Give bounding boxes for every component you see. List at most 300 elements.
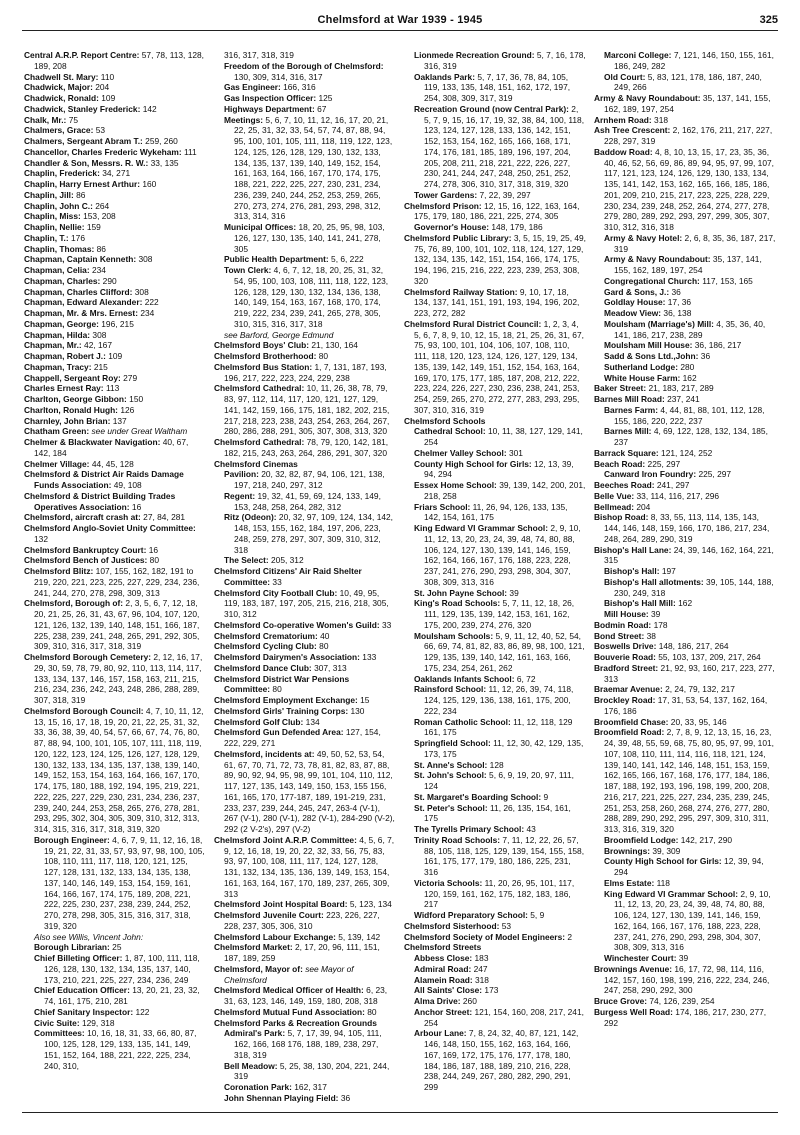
entry-heading: King Edward VI Grammar School:	[414, 523, 549, 533]
entry-page-refs: 308	[92, 329, 107, 340]
entry-heading: Chaplin, Harry Ernest Arthur:	[24, 179, 141, 189]
entry-page-refs: 316, 317, 318, 319	[224, 50, 294, 60]
entry-heading: Chapman, Charles Clifford:	[24, 286, 133, 297]
entry-heading: Moulsham Mill House:	[604, 340, 693, 351]
entry-heading: Brockley Road:	[594, 695, 656, 705]
entry-heading: Chief Sanitary Inspector:	[34, 1006, 134, 1017]
entry-heading: Governor's House:	[414, 222, 490, 232]
entry-page-refs: 174, 186, 217, 230, 277, 292	[604, 1006, 767, 1028]
entry-heading: Chapman, Tracy:	[24, 361, 92, 372]
index-subentry	[594, 609, 776, 620]
entry-heading: Chaplin, Jill:	[24, 189, 74, 200]
index-entry	[24, 340, 206, 351]
entry-page-refs: 11, 20, 26, 95, 101, 117, 120, 159, 161, 162, 175, 182, 183, 186, 217	[424, 877, 575, 910]
entry-heading: Chelmsford Schools	[404, 415, 486, 426]
entry-heading: Chelmsford Market:	[214, 942, 293, 953]
entry-page-refs: 130, 309, 314, 316, 317	[234, 71, 323, 82]
entry-page-refs: 39	[509, 587, 519, 598]
entry-page-refs: 57, 78, 113, 128, 189, 208	[34, 50, 204, 71]
entry-page-refs: 38	[646, 630, 656, 641]
index-subentry	[594, 233, 776, 255]
entry-heading: White House Farm:	[604, 372, 681, 383]
index-entry	[214, 964, 396, 986]
index-entry	[24, 104, 206, 115]
entry-page-refs: 42, 167	[84, 340, 112, 351]
index-subentry	[24, 1007, 206, 1018]
entry-page-refs: 308	[134, 286, 149, 297]
entry-page-refs: 3, 5, 15, 19, 25, 49, 75, 76, 89, 100, 101, 102, 118, 124, 127, 129, 132, 134, 135, 142, 151, 154, 166, 174, 175, 194, 196, 215, 216, 222, 223, 239, 253, 308, 320	[414, 232, 586, 286]
entry-page-refs: 301	[508, 447, 523, 458]
entry-heading: Chapman, Edward Alexander:	[24, 297, 143, 308]
entry-page-refs: 33	[381, 619, 392, 630]
index-entry	[24, 437, 206, 459]
entry-page-refs: 5, 6, 222	[331, 254, 364, 265]
entry-heading: Sutherland Lodge:	[604, 361, 678, 372]
entry-page-refs: 33	[272, 576, 282, 587]
entry-page-refs: 126	[120, 404, 135, 415]
entry-heading: Essex Home School:	[414, 480, 497, 490]
entry-page-refs: 12, 15, 16, 122, 163, 164, 175, 179, 180, 186, 221, 225, 274, 305	[414, 200, 580, 222]
entry-page-refs: 5, 7, 11, 12, 18, 26, 111, 129, 135, 139, 142, 153, 161, 162, 175, 200, 239, 274, 276, 320	[424, 598, 575, 630]
entry-page-refs: 80	[318, 351, 329, 361]
index-subentry	[404, 523, 586, 588]
entry-page-refs: 40, 67, 142, 184	[34, 437, 189, 458]
entry-heading: Chief Billeting Officer:	[34, 953, 123, 963]
entry-page-refs: 162	[682, 372, 697, 383]
index-subentry	[24, 932, 206, 943]
entry-page-refs: 4, 44, 81, 88, 101, 112, 128, 155, 186, 220, 222, 237	[614, 404, 765, 426]
entry-page-refs: 166, 316	[283, 82, 316, 93]
entry-page-refs: 20, 32, 82, 87, 94, 106, 121, 138, 197, 218, 240, 297, 312	[234, 469, 385, 490]
entry-page-refs: 307, 313	[314, 662, 347, 673]
entry-page-refs: 204	[95, 82, 110, 93]
index-entry	[24, 190, 206, 201]
index-entry	[594, 491, 776, 502]
entry-heading: Army & Navy Roundabout:	[594, 93, 701, 103]
entry-page-refs: 39, 139, 142, 200, 201, 218, 258	[424, 480, 586, 501]
entry-page-refs: 10, 11, 38, 127, 129, 141, 254	[424, 426, 583, 447]
index-subentry	[404, 674, 586, 685]
entry-heading: Chelmsford, aircraft crash at:	[24, 512, 141, 523]
entry-heading: Chelmsford Gun Defended Area:	[214, 727, 344, 738]
entry-heading: Chandler & Son, Messrs. R. W.:	[24, 157, 149, 168]
index-entry	[24, 523, 206, 545]
entry-page-refs: 11, 12, 30, 42, 129, 135, 173, 175	[424, 738, 584, 759]
index-entry	[404, 319, 586, 416]
entry-heading: Chelmsford Boys' Club:	[214, 340, 310, 351]
entry-heading: Chelmsford Bankruptcy Court:	[24, 544, 147, 555]
entry-heading: Broomfield Chase:	[594, 716, 669, 727]
index-entry	[594, 684, 776, 695]
entry-page-refs: 1, 7, 131, 187, 193, 196, 217, 222, 223, 224, 229, 238	[224, 361, 387, 383]
entry-heading: Coronation Park:	[224, 1082, 292, 1092]
index-subentry	[404, 770, 586, 792]
entry-cross-reference: see Barford, George Edmund	[224, 329, 334, 340]
entry-heading: Chelmsford Society of Model Engineers:	[404, 931, 566, 942]
index-subentry	[594, 72, 776, 94]
index-subentry	[214, 265, 396, 330]
entry-page-refs: 53	[95, 125, 106, 136]
entry-heading: King Edward VI Grammar School:	[604, 888, 739, 899]
entry-page-refs: 183	[474, 953, 489, 963]
entry-heading: Chelmsford Parks & Recreation Grounds	[214, 1017, 377, 1028]
index-entry	[594, 502, 776, 513]
entry-heading: Ritz (Odeon):	[224, 512, 277, 523]
index-entry	[214, 641, 396, 652]
index-entry	[214, 383, 396, 437]
entry-heading: Municipal Offices:	[224, 222, 297, 232]
entry-heading: Braemar Avenue:	[594, 684, 663, 695]
entry-page-refs: 86	[76, 189, 86, 200]
index-entry	[214, 942, 396, 964]
entry-page-refs: 196, 215	[101, 318, 134, 329]
index-subentry	[404, 459, 586, 481]
index-entry	[214, 437, 396, 459]
entry-heading: Alamein Road:	[414, 974, 473, 985]
entry-heading: Chelmsford Streets	[404, 942, 482, 953]
entry-heading: Sadd & Sons Ltd.,John:	[604, 351, 699, 361]
entry-page-refs: 17, 36	[667, 297, 692, 308]
entry-heading: Recreation Ground (now Central Park):	[414, 103, 569, 114]
entry-page-refs: 4, 69, 122, 128, 132, 134, 185, 237	[614, 426, 768, 447]
index-entry	[214, 652, 396, 663]
entry-heading: Chelmsford Public Library:	[404, 232, 512, 243]
index-subentry	[404, 953, 586, 964]
index-subentry	[214, 469, 396, 491]
entry-heading: Committees:	[34, 1028, 85, 1039]
index-subentry	[214, 82, 396, 93]
entry-heading: Brownings:	[604, 845, 651, 856]
entry-page-refs: 148, 179, 186	[491, 222, 543, 232]
entry-page-refs: 121, 154, 160, 208, 217, 241, 254	[424, 1006, 584, 1028]
entry-page-refs: 160	[142, 179, 157, 189]
entry-page-refs: 80	[149, 555, 159, 566]
index-entry	[24, 125, 206, 136]
entry-page-refs: 5, 123, 134	[349, 899, 392, 910]
index-subentry	[404, 631, 586, 674]
entry-page-refs: 130	[350, 705, 365, 716]
running-title: Chelmsford at War 1939 - 1945	[317, 14, 483, 26]
entry-page-refs: 39	[678, 953, 689, 963]
entry-heading: Highways Department:	[224, 103, 315, 114]
entry-page-refs: 33, 135	[150, 157, 179, 168]
entry-page-refs: 153, 208	[83, 211, 116, 222]
entry-heading: Bishop Road:	[594, 512, 649, 523]
entry-heading: Marconi College:	[604, 50, 672, 60]
index-entry	[24, 233, 206, 244]
entry-heading: Chelmsford Brotherhood:	[214, 351, 317, 361]
index-entry	[214, 706, 396, 717]
index-subentry	[404, 964, 586, 975]
index-columns	[24, 50, 776, 1108]
index-entry	[404, 233, 586, 287]
entry-heading: Bishop's Hall Lane:	[594, 544, 672, 555]
entry-heading: Elms Estate:	[604, 877, 655, 888]
entry-page-refs: 2	[567, 931, 573, 942]
entry-page-refs: 40	[320, 630, 330, 641]
entry-heading: Boswells Drive:	[594, 641, 657, 652]
entry-heading: Chalk, Mr.:	[24, 114, 67, 125]
index-subentry	[214, 330, 396, 341]
index-subentry	[594, 319, 776, 341]
index-column-4	[594, 50, 776, 1108]
index-subentry	[214, 1082, 396, 1093]
entry-heading: St. Anne's School:	[414, 759, 488, 770]
index-subentry	[24, 835, 206, 932]
index-subentry	[214, 222, 396, 254]
entry-heading: Chapman, Mr.:	[24, 340, 82, 351]
entry-heading: Bishop's Hall:	[604, 566, 660, 576]
entry-heading: Tower Gardens:	[414, 189, 478, 200]
entry-heading: Chatham Green:	[24, 426, 90, 437]
index-entry	[594, 125, 776, 147]
index-subentry	[214, 1061, 396, 1083]
entry-heading: Charles Ernest Ray:	[24, 383, 104, 394]
entry-heading: Chelmsford Bus Station:	[214, 361, 313, 372]
entry-heading: Admiral Road:	[414, 963, 472, 974]
entry-page-refs: 74, 126, 239, 254	[649, 996, 715, 1006]
index-entry	[214, 362, 396, 384]
entry-page-refs: 2, 5, 7, 9, 15, 16, 17, 19, 32, 38, 84, 100, 118, 123, 124, 127, 128, 133, 136, 142, 151, 152, 153, 154, 162, 165, 166, 168, 171, 174, 176, 181, 185, 189, 196, 197, 204, 205, 208, 211, 218, 221, 222, 226, 227, 230, 241, 244, 247, 248, 250, 251, 252, 274, 278, 306, 310, 317, 318, 319, 320	[424, 103, 585, 189]
entry-cross-reference: Also see Willis, Vincent John:	[34, 931, 144, 942]
entry-page-refs: 21, 183, 217, 289	[648, 383, 714, 394]
entry-page-refs: 225, 297	[647, 458, 681, 469]
entry-page-refs: 241, 297	[656, 480, 690, 490]
index-entry	[214, 459, 396, 470]
entry-heading: Chelmsford Employment Exchange:	[214, 695, 358, 705]
entry-heading: Baddow Road:	[594, 146, 653, 157]
index-entry	[24, 545, 206, 556]
index-entry	[214, 1018, 396, 1029]
entry-page-refs: 10, 11, 26, 38, 78, 79, 83, 97, 112, 114, 117, 120, 121, 127, 129, 141, 142, 159, 166, 175, 181, 182, 202, 215, 217, 218, 223, 238, 243, 254, 263, 264, 267, 280, 286, 288, 291, 305, 307, 308, 313, 320	[224, 383, 390, 437]
index-entry	[404, 932, 586, 943]
entry-page-refs: 9	[543, 791, 549, 802]
entry-page-refs: 2, 9, 10, 11, 12, 13, 20, 23, 24, 39, 48, 74, 80, 88, 106, 124, 127, 130, 139, 141, 146, 159, 162, 164, 166, 167, 176, 188, 223, 228, 237, 241, 276, 290, 293, 298, 304, 307, 308, 309, 313, 316	[614, 888, 771, 953]
entry-page-refs: 55, 103, 137, 209, 217, 264	[658, 652, 761, 662]
entry-heading: Burgess Well Road:	[594, 1006, 673, 1017]
entry-heading: Chelmsford Sisterhood:	[404, 920, 500, 931]
entry-page-refs: 16, 17, 72, 98, 114, 116, 142, 157, 160, 198, 199, 216, 222, 234, 246, 247, 258, 290, 292, 300	[604, 963, 770, 996]
index-entry	[24, 50, 206, 72]
entry-heading: King's Road Schools:	[414, 598, 501, 609]
index-subentry	[594, 276, 776, 287]
index-entry	[214, 932, 396, 943]
entry-page-refs: 80	[272, 684, 282, 695]
entry-heading: Bell Meadow:	[224, 1060, 278, 1071]
index-subentry	[594, 835, 776, 846]
entry-page-refs: 20, 32, 97, 109, 124, 134, 142, 148, 153, 155, 162, 184, 197, 206, 223, 248, 259, 278, 297, 307, 309, 310, 312, 318	[234, 512, 393, 555]
entry-page-refs: 8, 33, 55, 113, 114, 135, 143, 144, 146, 148, 159, 166, 170, 186, 217, 234, 248, 264, 289, 290, 319	[604, 512, 770, 544]
entry-page-refs: 4, 7, 10, 11, 12, 13, 15, 16, 17, 18, 19, 20, 21, 22, 25, 31, 32, 33, 36, 38, 39, 40, 54, 57, 66, 67, 74, 76, 80, 87, 88, 94, 100, 101, 105, 107, 111, 118, 119, 120, 122, 123, 124, 125, 126, 127, 128, 129, 130, 132, 133, 134, 135, 137, 138, 139, 140, 149, 152, 153, 154, 163, 164, 166, 167, 170, 174, 175, 180, 188, 192, 194, 195, 219, 221, 222, 225, 227, 229, 230, 231, 234, 236, 237, 239, 240, 244, 253, 258, 265, 276, 278, 281, 293, 295, 302, 304, 305, 309, 310, 312, 313, 314, 315, 316, 317, 318, 319, 320	[34, 705, 204, 834]
index-entry	[24, 287, 206, 298]
entry-heading: Canward Iron Foundry:	[604, 469, 697, 480]
entry-page-refs: 10, 16, 18, 31, 33, 66, 80, 87, 100, 125, 128, 129, 133, 135, 141, 149, 151, 152, 164, 188, 221, 222, 225, 234, 240, 310,	[44, 1028, 197, 1071]
entry-page-refs: 2, 6, 8, 35, 36, 187, 217, 319	[614, 232, 776, 254]
index-subentry	[594, 340, 776, 351]
index-subentry	[594, 362, 776, 373]
entry-heading: Moulsham (Marriage's) Mill:	[604, 318, 714, 329]
index-entry	[24, 244, 206, 255]
entry-page-refs: 117, 153, 165	[702, 275, 753, 286]
entry-page-refs: 150	[129, 394, 144, 404]
entry-heading: Chalmers, Grace:	[24, 125, 94, 136]
entry-page-refs: 225, 297	[698, 469, 732, 480]
entry-page-refs: 20, 33, 95, 146	[670, 716, 727, 727]
index-subentry	[404, 502, 586, 524]
entry-heading: Oaklands Infants School:	[414, 673, 515, 684]
entry-page-refs: 13, 20, 21, 23, 32, 74, 161, 175, 210, 281	[44, 985, 200, 1006]
index-entry	[24, 222, 206, 233]
entry-page-refs: 247	[473, 963, 488, 974]
entry-heading: Chelmsford Anglo-Soviet Unity Committee:	[24, 523, 196, 533]
entry-page-refs: 33, 114, 116, 217, 296	[636, 490, 720, 501]
entry-page-refs: 80	[367, 1006, 377, 1017]
entry-heading: Chaplin, John C.:	[24, 200, 93, 211]
entry-page-refs: 7, 121, 146, 150, 155, 161, 186, 249, 282	[614, 50, 774, 71]
index-entry	[594, 631, 776, 642]
index-entry	[214, 566, 396, 588]
entry-heading: Meadow View:	[604, 308, 662, 318]
entry-heading: Friars School:	[414, 501, 471, 512]
entry-page-refs: 260	[462, 996, 477, 1006]
entry-page-refs: 122	[135, 1006, 150, 1017]
entry-heading: Chalmers, Sergeant Abram T.:	[24, 136, 143, 146]
entry-heading: Chaplin, Thomas:	[24, 243, 95, 254]
entry-page-refs: 205, 312	[271, 555, 304, 566]
entry-heading: Chelmsford, incidents at:	[214, 748, 315, 759]
entry-page-refs: 162, 317	[294, 1082, 327, 1092]
entry-page-refs: 75	[68, 114, 79, 125]
entry-page-refs: 159	[86, 222, 101, 232]
entry-heading: Chapman, Mr. & Mrs. Ernest:	[24, 308, 139, 318]
entry-heading: Pavilion:	[224, 469, 259, 480]
index-entry	[594, 383, 776, 394]
index-entry	[594, 652, 776, 663]
entry-heading: Arnhem Road:	[594, 114, 652, 125]
index-entry	[214, 663, 396, 674]
entry-heading: Barnes Mill Road:	[594, 394, 665, 404]
entry-page-refs: 215	[93, 361, 108, 372]
entry-page-refs: 7, 11, 12, 22, 26, 57, 88, 105, 118, 125, 129, 139, 154, 155, 158, 161, 175, 177, 179, 180, 186, 225, 231, 316	[424, 834, 585, 877]
entry-heading: Chelmsford Cathedral:	[214, 383, 305, 394]
entry-heading: Charlton, George Gibbon:	[24, 394, 127, 404]
index-subentry	[404, 1028, 586, 1093]
entry-page-refs: 39	[651, 609, 661, 619]
index-entry	[24, 383, 206, 394]
entry-page-refs: 78, 79, 120, 142, 181, 182, 215, 243, 263, 264, 286, 291, 307, 320	[224, 437, 389, 458]
index-subentry	[214, 512, 396, 555]
entry-page-refs: 142	[142, 103, 157, 114]
entry-page-refs: 178	[653, 619, 668, 630]
index-entry	[24, 201, 206, 212]
entry-heading: Chapman, Celia:	[24, 265, 90, 275]
index-entry	[24, 566, 206, 598]
entry-page-refs: 308	[138, 254, 153, 265]
index-subentry	[594, 846, 776, 857]
entry-heading: Chelmsford Dairymen's Association:	[214, 652, 360, 662]
entry-heading: Chelmsford, Mayor of:	[214, 963, 303, 974]
entry-heading: Congregational Church:	[604, 275, 700, 286]
entry-heading: Bellmead:	[594, 501, 635, 512]
entry-page-refs: 11, 12, 118, 129 161, 175	[424, 716, 573, 738]
entry-page-refs: 2, 17, 20, 96, 111, 151, 187, 189, 259	[224, 942, 380, 963]
entry-page-refs: 148, 186, 217, 264	[658, 641, 729, 652]
entry-heading: Chelmsford Cycling Club:	[214, 641, 317, 652]
index-subentry	[404, 996, 586, 1007]
entry-heading: Freedom of the Borough of Chelmsford:	[224, 60, 384, 71]
index-entry	[594, 394, 776, 405]
entry-page-refs: 4, 6, 7, 9, 11, 12, 16, 18, 19, 21, 22, 31, 33, 57, 93, 97, 98, 100, 105, 108, 110, 111, 117, 118, 120, 121, 125, 127, 128, 131, 132, 133, 134, 135, 138, 137, 140, 146, 149, 153, 154, 159, 161, 164, 166, 167, 174, 175, 189, 208, 221, 222, 225, 230, 237, 238, 239, 244, 252, 270, 278, 298, 305, 315, 316, 317, 318, 319, 320	[44, 834, 205, 931]
index-entry	[24, 416, 206, 427]
entry-heading: Anchor Street:	[414, 1006, 473, 1017]
entry-page-refs: 234	[140, 308, 155, 318]
entry-heading: Chelmsford Mutual Fund Association:	[214, 1006, 365, 1017]
entry-heading: Chelmsford Prison:	[404, 200, 482, 211]
index-subentry	[24, 985, 206, 1007]
entry-page-refs: 137	[112, 415, 127, 426]
entry-page-refs: 2, 24, 79, 132, 217	[665, 684, 735, 695]
entry-page-refs: 259, 260	[145, 136, 178, 146]
entry-heading: Beeches Road:	[594, 480, 655, 490]
entry-page-refs: 127, 154, 222, 229, 271	[224, 727, 381, 748]
entry-heading: Broomfield Road:	[594, 727, 665, 738]
index-subentry	[594, 351, 776, 362]
entry-cross-reference: see Mayor of Chelmsford	[224, 963, 354, 985]
entry-heading: Chadwell St. Mary:	[24, 71, 99, 82]
index-entry	[594, 1007, 776, 1029]
index-subentry	[404, 190, 586, 201]
entry-page-refs: 6, 23, 31, 63, 123, 146, 149, 159, 180, 208, 318	[224, 985, 388, 1006]
entry-page-refs: 86	[96, 243, 106, 254]
index-subentry	[594, 566, 776, 577]
index-subentry	[404, 760, 586, 771]
entry-page-refs: 5, 6, 7, 10, 11, 12, 16, 17, 20, 21, 22, 25, 31, 32, 33, 54, 57, 74, 87, 88, 94, 95, 100, 101, 105, 111, 118, 119, 122, 123, 124, 125, 126, 128, 129, 130, 132, 133, 134, 135, 137, 139, 140, 149, 152, 154, 161, 163, 164, 166, 167, 170, 174, 175, 188, 221, 222, 225, 227, 230, 231, 234, 236, 239, 240, 244, 252, 253, 259, 265, 270, 273, 274, 276, 281, 293, 298, 312, 313, 314, 316	[234, 114, 393, 222]
index-entry	[404, 942, 586, 953]
entry-page-refs: 223, 226, 227, 228, 237, 305, 306, 310	[224, 910, 380, 931]
entry-heading: County High School for Girls:	[414, 458, 532, 469]
index-column-3	[404, 50, 586, 1108]
entry-page-refs: 129, 318	[81, 1017, 115, 1028]
entry-heading: Ash Tree Crescent:	[594, 125, 671, 136]
index-entry	[214, 631, 396, 642]
entry-page-refs: 142, 217, 290	[680, 834, 733, 845]
index-column-1	[24, 50, 206, 1108]
entry-page-refs: 35, 137, 141, 155, 162, 189, 197, 254	[614, 254, 762, 275]
index-subentry	[594, 426, 776, 448]
entry-heading: Bruce Grove:	[594, 996, 648, 1006]
entry-page-refs: 121, 124, 252	[661, 447, 713, 458]
entry-heading: Chappell, Sergeant Roy:	[24, 372, 121, 383]
header-rule	[22, 30, 778, 31]
entry-page-refs: 4, 8, 10, 13, 15, 17, 23, 35, 36, 40, 46, 52, 56, 69, 86, 89, 94, 95, 97, 99, 107, 117, 121, 123, 124, 126, 129, 130, 133, 134, 135, 141, 142, 153, 162, 165, 166, 185, 186, 201, 209, 210, 215, 217, 223, 225, 228, 229, 230, 234, 239, 248, 252, 264, 274, 277, 278, 279, 280, 289, 292, 293, 297, 299, 305, 307, 310, 312, 316, 318	[604, 146, 774, 232]
index-subentry	[594, 254, 776, 276]
index-entry	[594, 695, 776, 717]
entry-heading: Cathedral School:	[414, 426, 486, 437]
index-entry	[24, 82, 206, 93]
entry-page-refs: 109	[108, 351, 123, 361]
index-subentry	[214, 1028, 396, 1060]
entry-heading: Admiral's Park:	[224, 1028, 286, 1039]
entry-heading: Charlton, Ronald Hugh:	[24, 404, 118, 415]
entry-page-refs: 4, 6, 7, 12, 18, 20, 25, 31, 32, 54, 95, 100, 103, 108, 111, 118, 122, 123, 126, 128, 129, 130, 132, 134, 136, 138, 140, 149, 154, 163, 167, 168, 170, 174, 219, 222, 234, 239, 241, 265, 278, 305, 310, 315, 316, 317, 318	[234, 265, 389, 329]
entry-heading: Chapman, George:	[24, 318, 99, 329]
index-subentry	[404, 50, 586, 72]
entry-heading: Chapman, Captain Kenneth:	[24, 254, 137, 265]
entry-heading: Lionmede Recreation Ground:	[414, 50, 535, 60]
entry-heading: Chelmsford Joint Hospital Board:	[214, 899, 348, 910]
index-entry	[214, 899, 396, 910]
entry-page-refs: 11, 26, 94, 126, 133, 135, 142, 154, 161, 175	[424, 501, 568, 523]
